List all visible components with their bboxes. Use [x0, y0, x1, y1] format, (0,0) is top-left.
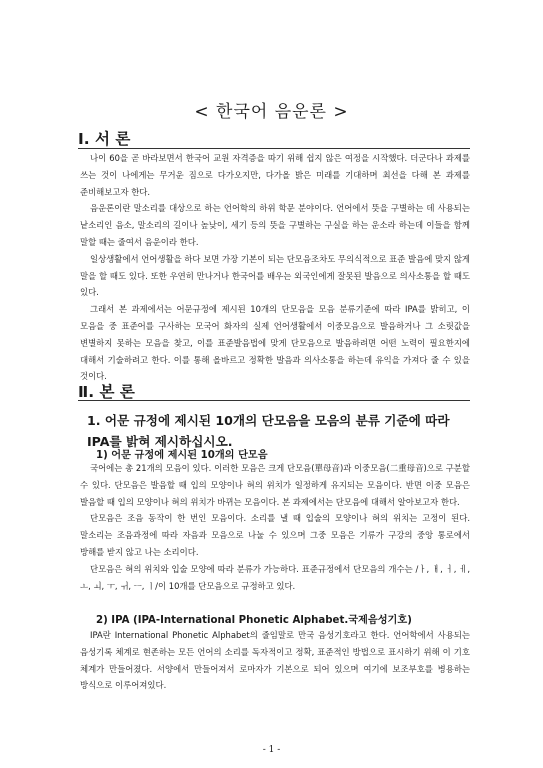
paragraph: 나이 60을 곧 바라보면서 한국어 교원 자격증을 따기 위해 쉽지 않은 여정을 시작했다. 더군다나 과제를 쓰는 것이 나에게는 무거운 짐으로 다가오지만, 다가올 밝은 미래를 기대하며 최선을 다해 본 과제를 준비해보고자 한다. — [80, 153, 470, 197]
page-number: - 1 - — [262, 745, 281, 755]
paragraph: 단모음은 혀의 위치와 입술 모양에 따라 분류가 가능하다. 표준규정에서 단모음의 개수는 /ㅏ, ㅐ, ㅓ, ㅔ, ㅗ, ㅚ, ㅜ, ㅟ, ㅡ, ㅣ/이 10개를 단모음으로 규정하고 있다. — [80, 563, 470, 591]
paragraph: 일상생활에서 언어생활을 하다 보면 가장 기본이 되는 단모음조차도 무의식적으로 표준 발음에 맞지 않게 말을 할 때도 있다. 또한 우연히 만나거나 한국어를 배우는 외국인에게 잘못된 발음으로 의사소통을 할 때도 있다. — [80, 253, 470, 298]
paragraph: 국어에는 총 21개의 모음이 있다. 이러한 모음은 크게 단모음(單母音)과 이중모음(二重母音)으로 구분할 수 있다. 단모음은 발음할 때 입의 모양이나 혀의 위치가 일정하게 유지되는 모음이다. 반면 이중 모음은 발음할 때 입의 모양이나 혀의 위치가 바뀌는 모음이다. 본 과제에서는 단모음에 대해서 알아보고자 한다. — [80, 463, 470, 507]
document-title: < 한국어 음운론 > — [194, 102, 349, 122]
section-divider — [78, 400, 470, 401]
section-heading-body: Ⅱ. 본 론 — [78, 383, 135, 401]
subsection-body — [80, 460, 470, 594]
subsection-heading: 1) 어문 규정에 제시된 10개의 단모음 — [96, 450, 268, 461]
paragraph: 그래서 본 과제에서는 어문규정에 제시된 10개의 단모음을 모음 분류기준에 따라 IPA를 밝히고, 이 모음을 중 표준어를 구사하는 모국어 화자의 실제 언어생활에서 이중모음으로 발음하거나 그 소릿값을 변별하지 못하는 모음을 찾고, 이를 표준발음법에 맞게 단모음으로 발음하려면 어떤 노력이 필요한지에 대해서 기술하려고 한다. 이를 통해 올바르고 정확한 발음과 의사소통을 하는데 유익을 가져다 줄 수 있을 것이다. — [80, 304, 470, 382]
paragraph: 단모음은 조음 동작이 한 번인 모음이다. 소리를 낼 때 입술의 모양이나 혀의 위치는 고정이 된다. 말소리는 조음과정에 따라 자음과 모음으로 나눌 수 있으며 그중 모음은 기류가 구강의 중앙 통로에서 방해를 받지 않고 나는 소리이다. — [80, 513, 470, 557]
paragraph: 음운론이란 말소리를 대상으로 하는 언어학의 하위 학문 분야이다. 언어에서 뜻을 구별하는 데 사용되는 낱소리인 음소, 말소리의 길이나 높낮이, 세기 등의 뜻을 구별하는 구실을 하는 운소라 하는데 이들을 함께 말할 때는 줄여서 음운이라 한다. — [80, 203, 470, 247]
section-heading-introduction: Ⅰ. 서 론 — [78, 130, 131, 148]
subsection-heading: 2) IPA (IPA-International Phonetic Alphabet.국제음성기호) — [96, 615, 412, 626]
paragraph: IPA란 International Phonetic Alphabet의 줄임말로 만국 음성기호라고 한다. 언어학에서 사용되는 음성기록 체계로 현존하는 모든 언어의 소리를 독자적이고 정확, 표준적인 방법으로 표시하기 위해 이 기호 체계가 만들어졌다. 서양에서 만들어져서 로마자가 기본으로 되어 있으며 여기에 보조부호를 병용하는 방식으로 이루어져있다. — [80, 630, 470, 691]
section-divider — [78, 148, 470, 149]
subsection-body — [80, 627, 470, 694]
question-heading: 1. 어문 규정에 제시된 10개의 단모음을 모음의 분류 기준에 따라 IPA를 밝혀 제시하십시오. — [87, 413, 450, 449]
introduction-body — [80, 150, 470, 385]
